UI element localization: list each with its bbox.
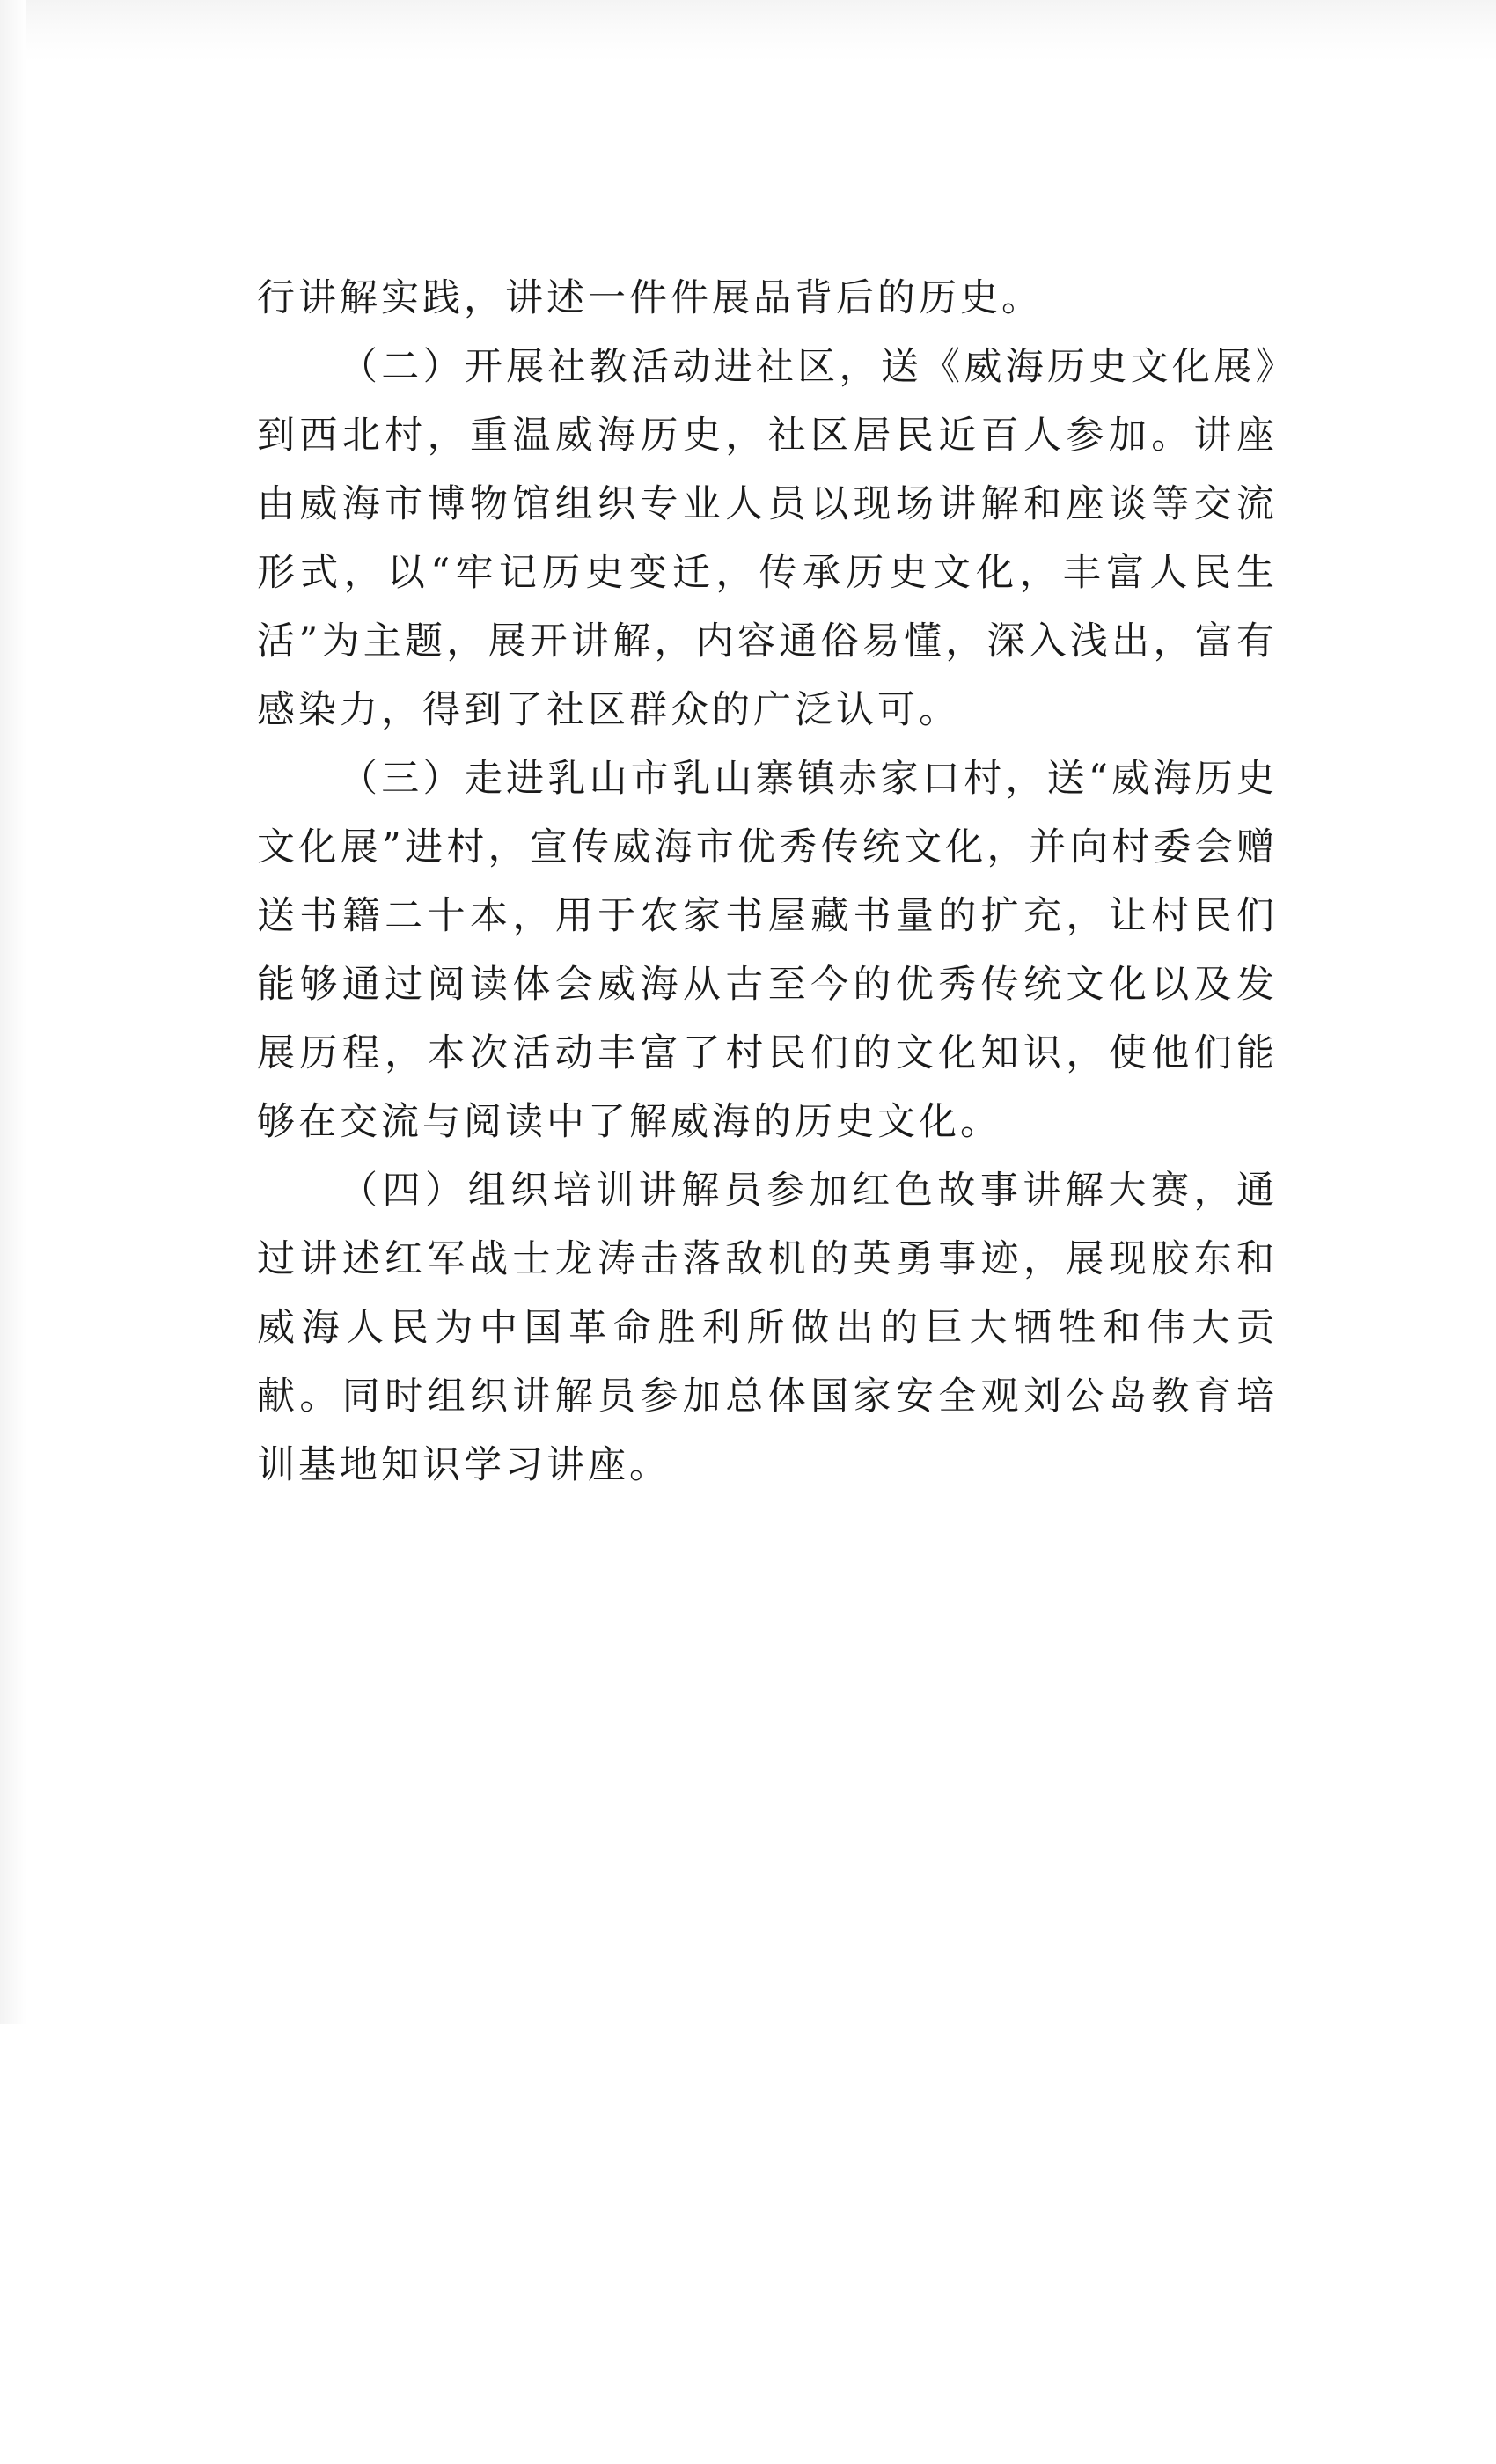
paragraph-continuation: 行讲解实践，讲述一件件展品背后的历史。 — [257, 276, 1043, 320]
paragraph-section-3: （三）走进乳山市乳山寨镇赤家口村，送“威海历史文化展”进村，宣传威海市优秀传统文化，并向村委会赠送书籍二十本，用于农家书屋藏书量的扩充，让村民们能够通过阅读体会威海从古至今的优秀传统文化以及发展历程，本次活动丰富了村民们的文化知识，使他们能够在交流与阅读中了解威海的历史文化。 — [257, 757, 1278, 1144]
scan-shadow-left — [0, 0, 26, 2024]
document-body — [257, 264, 1278, 1500]
paragraph-section-2: （二）开展社教活动进社区，送《威海历史文化展》到西北村，重温威海历史，社区居民近百人参加。讲座由威海市博物馆组织专业人员以现场讲解和座谈等交流形式，以“牢记历史变迁，传承历史文化，丰富人民生活”为主题，展开讲解，内容通俗易懂，深入浅出，富有感染力，得到了社区群众的广泛认可。 — [257, 345, 1278, 732]
paragraph-section-4: （四）组织培训讲解员参加红色故事讲解大赛，通过讲述红军战士龙涛击落敌机的英勇事迹，展现胶东和威海人民为中国革命胜利所做出的巨大牺牲和伟大贡献。同时组织讲解员参加总体国家安全观刘公岛教育培训基地知识学习讲座。 — [257, 1169, 1278, 1487]
scan-shadow-top — [0, 0, 1496, 62]
